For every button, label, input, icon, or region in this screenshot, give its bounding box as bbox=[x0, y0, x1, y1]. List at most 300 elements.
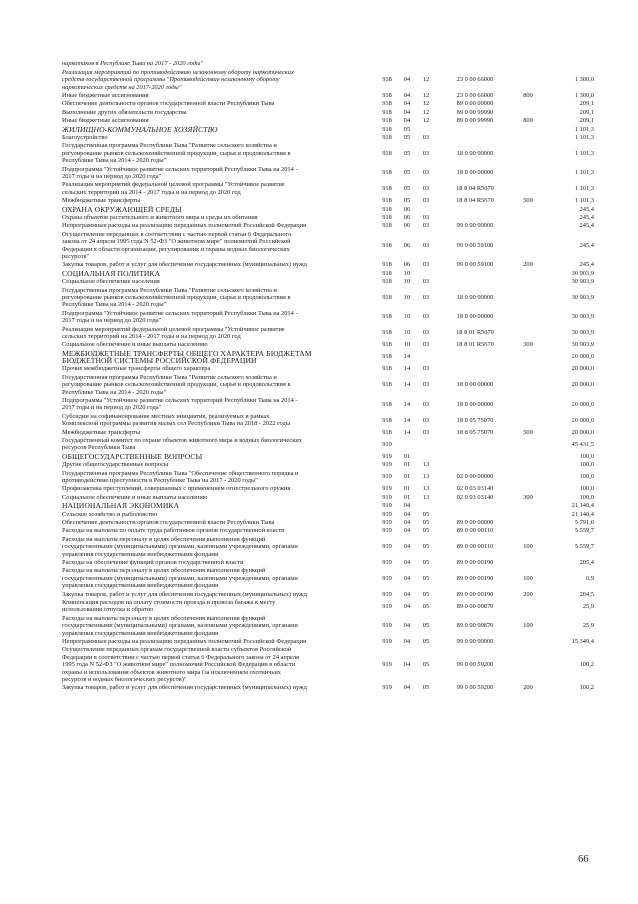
row-name: Иные бюджетные ассигнования bbox=[62, 117, 149, 125]
ved-code: 918 bbox=[382, 241, 392, 249]
target-article-code: 99 0 00 59100 bbox=[456, 241, 494, 249]
section-code: 05 bbox=[403, 134, 411, 142]
amount: 20 000,0 bbox=[571, 400, 594, 408]
subsection-code: 13 bbox=[422, 461, 430, 469]
target-article-code: 99 0 00 59200 bbox=[456, 684, 494, 692]
table-row bbox=[62, 590, 594, 598]
amount: 1 300,0 bbox=[574, 92, 594, 100]
ved-code: 919 bbox=[382, 510, 392, 518]
section-code: 06 bbox=[403, 241, 411, 249]
amount: 204,5 bbox=[579, 590, 594, 598]
amount: 5 791,0 bbox=[574, 518, 594, 526]
target-article-code: 99 0 00 00000 bbox=[456, 637, 494, 645]
row-name: СОЦИАЛЬНАЯ ПОЛИТИКА bbox=[62, 269, 161, 278]
subsection-code: 03 bbox=[422, 134, 430, 142]
target-article-code: 02 0 00 00000 bbox=[456, 473, 494, 481]
table-row bbox=[62, 181, 594, 197]
target-article-code: 18 8 01 R5670 bbox=[456, 341, 494, 349]
ved-code: 918 bbox=[382, 400, 392, 408]
target-article-code: 18 8 00 00000 bbox=[456, 400, 494, 408]
ved-code: 919 bbox=[382, 502, 392, 510]
expense-type-code: 100 bbox=[523, 622, 533, 630]
row-name: Осуществление переданных в соответствии с частью первой статьи 6 Федерального закона от 24 апреля 1995 года N 52-ФЗ "О животном мире" полномочий Российской Федерации в области организации, регулирования и охраны водных биологических ресурсов" bbox=[62, 230, 292, 260]
section-code: 14 bbox=[403, 365, 411, 373]
row-name: Межбюджетные трансферты bbox=[62, 197, 141, 205]
amount: 245,4 bbox=[579, 241, 594, 249]
amount: 20 000,0 bbox=[571, 353, 594, 361]
row-name: Выполнение других обязательств государства bbox=[62, 108, 187, 116]
ved-code: 918 bbox=[382, 108, 392, 116]
page-number: 66 bbox=[578, 854, 589, 865]
subsection-code: 03 bbox=[422, 149, 430, 157]
table-row bbox=[62, 598, 594, 614]
section-code: 04 bbox=[403, 502, 411, 510]
amount: 205,4 bbox=[579, 558, 594, 566]
ved-code: 919 bbox=[382, 661, 392, 669]
subsection-code: 03 bbox=[422, 213, 430, 221]
table-row bbox=[62, 519, 594, 527]
row-name: Социальное обеспечение населения bbox=[62, 278, 160, 286]
row-name: Другие общегосударственные вопросы bbox=[62, 461, 169, 469]
section-code: 10 bbox=[403, 278, 411, 286]
target-article-code: 99 0 00 59100 bbox=[456, 261, 494, 269]
table-row bbox=[62, 535, 594, 558]
target-article-code: 18 8 05 75070 bbox=[456, 428, 494, 436]
amount: 21 140,4 bbox=[571, 502, 594, 510]
subsection-code: 05 bbox=[422, 661, 430, 669]
table-row bbox=[62, 213, 594, 221]
amount: 100,2 bbox=[579, 661, 594, 669]
row-name: Социальное обеспечение и иные выплаты населению bbox=[62, 493, 208, 501]
row-name: Непрограммные расходы на реализацию переданных полномочий Российской Федерации bbox=[62, 222, 307, 230]
ved-code: 919 bbox=[382, 558, 392, 566]
subsection-code: 03 bbox=[422, 261, 430, 269]
section-code: 04 bbox=[403, 117, 411, 125]
target-article-code: 89 0 00 99990 bbox=[456, 108, 494, 116]
row-name: Расходы на обеспечение функций органов государственной власти bbox=[62, 558, 244, 566]
row-name: Подпрограмма "Устойчивое развитие сельских территорий Республики Тыва на 2014 - 2017 годы и на период до 2020 года" bbox=[62, 397, 298, 412]
table-row bbox=[62, 134, 594, 142]
section-code: 10 bbox=[403, 313, 411, 321]
table-row bbox=[62, 510, 594, 518]
ved-code: 918 bbox=[382, 293, 392, 301]
target-article-code: 02 0 03 03140 bbox=[456, 485, 494, 493]
section-code: 14 bbox=[403, 381, 411, 389]
row-name: Реализация мероприятий федеральной целевой программы "Устойчивое развитие сельских территорий на 2014 - 2017 годы и на период до 2020 год bbox=[62, 181, 285, 196]
ved-code: 918 bbox=[382, 117, 392, 125]
ved-code: 918 bbox=[382, 428, 392, 436]
table-row bbox=[62, 341, 594, 349]
section-code: 05 bbox=[403, 169, 411, 177]
ved-code: 918 bbox=[382, 197, 392, 205]
target-article-code: 02 0 03 03140 bbox=[456, 493, 494, 501]
ved-code: 918 bbox=[382, 205, 392, 213]
ved-code: 918 bbox=[382, 329, 392, 337]
subsection-code: 03 bbox=[422, 169, 430, 177]
amount: 25,9 bbox=[582, 622, 594, 630]
row-name: Компенсация расходов на оплату стоимости проезда и провоза багажа к месту использования отпуска и обратно bbox=[62, 598, 276, 614]
table-row bbox=[62, 684, 594, 692]
ved-code: 918 bbox=[382, 341, 392, 349]
ved-code: 919 bbox=[382, 518, 392, 526]
row-name: Государственная программа Республики Тыва "Обеспечение общественного порядка и противодействие преступности в Республике Тыва на 2017 - 2020 годы" bbox=[62, 469, 299, 485]
section-code: 04 bbox=[403, 92, 411, 100]
section-code: 04 bbox=[403, 622, 411, 630]
budget-table bbox=[62, 60, 594, 692]
section-code: 10 bbox=[403, 341, 411, 349]
expense-type-code: 200 bbox=[523, 261, 533, 269]
section-code: 01 bbox=[403, 493, 411, 501]
amount: 209,1 bbox=[579, 117, 594, 125]
ved-code: 918 bbox=[382, 125, 392, 133]
section-code: 04 bbox=[403, 661, 411, 669]
table-row bbox=[62, 502, 594, 510]
row-name: Реализация мероприятий по противодействию незаконному обороту наркотических средств государственной программы "Противодействие незаконному обороту наркотических средств на 2017-2020 годы" bbox=[62, 68, 294, 91]
expense-type-code: 300 bbox=[523, 341, 533, 349]
row-name: Закупка товаров, работ и услуг для обеспечения государственных (муниципальных) нужд bbox=[62, 590, 307, 598]
subsection-code: 13 bbox=[422, 493, 430, 501]
section-code: 04 bbox=[403, 518, 411, 526]
ved-code: 918 bbox=[382, 261, 392, 269]
row-name: Расходы на выплаты персоналу в целях обеспечения выполнения функций государственными (муниципальными) органами, казенными учреждениями, органами управления государственными внебюджетными фондами bbox=[62, 614, 298, 637]
expense-type-code: 300 bbox=[523, 493, 533, 501]
amount: 1 300,0 bbox=[574, 76, 594, 84]
section-code: 06 bbox=[403, 261, 411, 269]
section-code: 05 bbox=[403, 185, 411, 193]
subsection-code: 05 bbox=[422, 543, 430, 551]
row-name: Расходы на выплаты персоналу в целях обеспечения выполнения функций государственными (муниципальными) органами, казенными учреждениями, органами управления государственными внебюджетными фондами bbox=[62, 535, 298, 558]
table-row bbox=[62, 412, 594, 428]
table-row bbox=[62, 558, 594, 566]
expense-type-code: 100 bbox=[523, 574, 533, 582]
section-code: 14 bbox=[403, 353, 411, 361]
row-name: Профилактика преступлений, совершаемых с применением огнестрельного оружия bbox=[62, 485, 291, 493]
table-row bbox=[62, 349, 594, 365]
section-code: 05 bbox=[403, 125, 411, 133]
table-row bbox=[62, 614, 594, 637]
subsection-code: 03 bbox=[422, 313, 430, 321]
section-code: 14 bbox=[403, 416, 411, 424]
table-row bbox=[62, 261, 594, 269]
section-code: 04 bbox=[403, 602, 411, 610]
row-name: НАЦИОНАЛЬНАЯ ЭКОНОМИКА bbox=[62, 502, 180, 510]
amount: 30 903,9 bbox=[571, 269, 594, 277]
target-article-code: 23 0 00 66000 bbox=[456, 76, 494, 84]
row-name: Обеспечение деятельности органов государственной власти Республики Тыва bbox=[62, 100, 275, 108]
section-code: 04 bbox=[403, 108, 411, 116]
row-name: Иные бюджетные ассигнования bbox=[62, 92, 149, 100]
target-article-code: 89 0 00 00190 bbox=[456, 574, 494, 582]
amount: 45 431,5 bbox=[571, 440, 594, 448]
expense-type-code: 800 bbox=[523, 117, 533, 125]
amount: 100,0 bbox=[579, 461, 594, 469]
ved-code: 919 bbox=[382, 452, 392, 460]
ved-code: 919 bbox=[382, 461, 392, 469]
amount: 1 101,3 bbox=[574, 134, 594, 142]
ved-code: 918 bbox=[382, 365, 392, 373]
table-row bbox=[62, 269, 594, 277]
subsection-code: 05 bbox=[422, 637, 430, 645]
row-name: Сельское хозяйство и рыболовство bbox=[62, 510, 158, 518]
amount: 1 101,3 bbox=[574, 169, 594, 177]
amount: 245,4 bbox=[579, 261, 594, 269]
amount: 30 903,9 bbox=[571, 313, 594, 321]
table-row bbox=[62, 325, 594, 341]
amount: 1 101,3 bbox=[574, 197, 594, 205]
ved-code: 919 bbox=[382, 493, 392, 501]
ved-code: 918 bbox=[382, 313, 392, 321]
subsection-code: 03 bbox=[422, 329, 430, 337]
subsection-code: 05 bbox=[422, 590, 430, 598]
row-name: ЖИЛИЩНО-КОММУНАЛЬНОЕ ХОЗЯЙСТВО bbox=[62, 125, 218, 134]
row-name: ОБЩЕГОСУДАРСТВЕННЫЕ ВОПРОСЫ bbox=[62, 452, 203, 461]
ved-code: 918 bbox=[382, 269, 392, 277]
ved-code: 918 bbox=[382, 353, 392, 361]
table-row bbox=[62, 205, 594, 213]
amount: 100,2 bbox=[579, 684, 594, 692]
ved-code: 919 bbox=[382, 527, 392, 535]
expense-type-code: 200 bbox=[523, 590, 533, 598]
amount: 245,4 bbox=[579, 222, 594, 230]
table-row bbox=[62, 60, 594, 68]
table-row bbox=[62, 117, 594, 125]
section-code: 04 bbox=[403, 684, 411, 692]
ved-code: 919 bbox=[382, 637, 392, 645]
amount: 1 101,3 bbox=[574, 149, 594, 157]
subsection-code: 03 bbox=[422, 416, 430, 424]
row-name: Охрана объектов растительного и животного мира и среды их обитания bbox=[62, 213, 258, 221]
table-row bbox=[62, 100, 594, 108]
ved-code: 919 bbox=[382, 543, 392, 551]
row-name: Субсидии на софинансирование местных инициатив, реализуемых в рамках Комплексной программы развития малых сел Республики Тыва на 2018 - 2022 годы bbox=[62, 412, 291, 428]
table-row bbox=[62, 493, 594, 501]
subsection-code: 03 bbox=[422, 222, 430, 230]
target-article-code: 23 0 00 66000 bbox=[456, 92, 494, 100]
amount: 100,0 bbox=[579, 493, 594, 501]
target-article-code: 89 0 00 00870 bbox=[456, 602, 494, 610]
ved-code: 918 bbox=[382, 149, 392, 157]
row-name: Государственная программа Республики Тыва "Развитие сельского хозяйства и регулирование рынков сельскохозяйственной продукции, сырья и продовольствия в Республике Тыва на 2014 - 2020 годы" bbox=[62, 286, 291, 309]
table-row bbox=[62, 485, 594, 493]
ved-code: 918 bbox=[382, 213, 392, 221]
table-row bbox=[62, 373, 594, 396]
amount: 5 559,7 bbox=[574, 543, 594, 551]
row-name: МЕЖБЮДЖЕТНЫЕ ТРАНСФЕРТЫ ОБЩЕГО ХАРАКТЕРА БЮДЖЕТАМ БЮДЖЕТНОЙ СИСТЕМЫ РОССИЙСКОЙ ФЕДЕРАЦИИ bbox=[62, 349, 312, 365]
ved-code: 918 bbox=[382, 100, 392, 108]
amount: 245,4 bbox=[579, 213, 594, 221]
table-row bbox=[62, 567, 594, 590]
subsection-code: 13 bbox=[422, 485, 430, 493]
amount: 21 140,4 bbox=[571, 510, 594, 518]
ved-code: 918 bbox=[382, 76, 392, 84]
row-name: Закупка товаров, работ и услуг для обеспечения государственных (муниципальных) нужд bbox=[62, 684, 307, 692]
ved-code: 919 bbox=[382, 574, 392, 582]
expense-type-code: 800 bbox=[523, 92, 533, 100]
target-article-code: 89 0 00 00000 bbox=[456, 100, 494, 108]
target-article-code: 18 0 00 00000 bbox=[456, 293, 494, 301]
table-row bbox=[62, 527, 594, 535]
subsection-code: 03 bbox=[422, 185, 430, 193]
target-article-code: 89 0 00 00870 bbox=[456, 622, 494, 630]
target-article-code: 18 8 01 R5670 bbox=[456, 329, 494, 337]
target-article-code: 18 8 00 00000 bbox=[456, 169, 494, 177]
target-article-code: 99 0 00 00000 bbox=[456, 222, 494, 230]
subsection-code: 03 bbox=[422, 381, 430, 389]
amount: 30 903,9 bbox=[571, 341, 594, 349]
ved-code: 918 bbox=[382, 416, 392, 424]
section-code: 01 bbox=[403, 452, 411, 460]
section-code: 04 bbox=[403, 558, 411, 566]
row-name: Реализация мероприятий федеральной целевой программы "Устойчивое развитие сельских территорий на 2014 - 2017 годы и на период до 2020 год bbox=[62, 325, 285, 340]
expense-type-code: 100 bbox=[523, 543, 533, 551]
ved-code: 919 bbox=[382, 473, 392, 481]
table-row bbox=[62, 646, 594, 684]
table-row bbox=[62, 142, 594, 165]
section-code: 04 bbox=[403, 543, 411, 551]
amount: 25,9 bbox=[582, 602, 594, 610]
subsection-code: 12 bbox=[422, 100, 430, 108]
table-row bbox=[62, 461, 594, 469]
target-article-code: 89 0 00 00000 bbox=[456, 518, 494, 526]
subsection-code: 05 bbox=[422, 518, 430, 526]
subsection-code: 05 bbox=[422, 684, 430, 692]
subsection-code: 12 bbox=[422, 108, 430, 116]
ved-code: 918 bbox=[382, 185, 392, 193]
section-code: 10 bbox=[403, 329, 411, 337]
table-row bbox=[62, 469, 594, 485]
ved-code: 919 bbox=[382, 440, 392, 448]
subsection-code: 12 bbox=[422, 76, 430, 84]
amount: 100,0 bbox=[579, 473, 594, 481]
ved-code: 919 bbox=[382, 622, 392, 630]
ved-code: 918 bbox=[382, 92, 392, 100]
subsection-code: 05 bbox=[422, 602, 430, 610]
subsection-code: 03 bbox=[422, 365, 430, 373]
subsection-code: 03 bbox=[422, 197, 430, 205]
section-code: 10 bbox=[403, 269, 411, 277]
ved-code: 918 bbox=[382, 134, 392, 142]
row-name: Социальное обеспечение и иные выплаты населению bbox=[62, 341, 208, 349]
section-code: 01 bbox=[403, 461, 411, 469]
amount: 20 000,0 bbox=[571, 416, 594, 424]
expense-type-code: 200 bbox=[523, 684, 533, 692]
ved-code: 918 bbox=[382, 222, 392, 230]
row-name: Подпрограмма "Устойчивое развитие сельских территорий Республики Тыва на 2014 - 2017 годы и на период до 2020 года" bbox=[62, 309, 298, 325]
target-article-code: 18 0 00 00000 bbox=[456, 149, 494, 157]
amount: 209,1 bbox=[579, 108, 594, 116]
amount: 30 903,9 bbox=[571, 329, 594, 337]
subsection-code: 05 bbox=[422, 558, 430, 566]
target-article-code: 18 8 05 75070 bbox=[456, 416, 494, 424]
subsection-code: 05 bbox=[422, 510, 430, 518]
section-code: 06 bbox=[403, 213, 411, 221]
subsection-code: 03 bbox=[422, 428, 430, 436]
row-name: Государственная программа Республики Тыва "Развитие сельского хозяйства и регулирование рынков сельскохозяйственной продукции, сырья и продовольствия в Республике Тыва на 2014 - 2020 годы" bbox=[62, 142, 291, 165]
section-code: 01 bbox=[403, 473, 411, 481]
subsection-code: 03 bbox=[422, 278, 430, 286]
target-article-code: 18 0 00 00000 bbox=[456, 381, 494, 389]
table-row bbox=[62, 230, 594, 261]
section-code: 04 bbox=[403, 590, 411, 598]
row-name: Обеспечение деятельности органов государственной власти Республики Тыва bbox=[62, 518, 275, 526]
amount: 15 349,4 bbox=[571, 637, 594, 645]
table-row bbox=[62, 68, 594, 91]
subsection-code: 03 bbox=[422, 400, 430, 408]
amount: 30 903,9 bbox=[571, 278, 594, 286]
row-name: Межбюджетные трансферты bbox=[62, 428, 141, 436]
expense-type-code: 500 bbox=[523, 428, 533, 436]
target-article-code: 89 0 00 00190 bbox=[456, 558, 494, 566]
amount: 1 101,3 bbox=[574, 185, 594, 193]
target-article-code: 18 8 04 R5670 bbox=[456, 197, 494, 205]
row-name: Непрограммные расходы на реализацию переданных полномочий Российской Федерации bbox=[62, 637, 307, 645]
subsection-code: 13 bbox=[422, 473, 430, 481]
amount: 20 000,0 bbox=[571, 365, 594, 373]
section-code: 10 bbox=[403, 293, 411, 301]
section-code: 14 bbox=[403, 428, 411, 436]
target-article-code: 89 0 00 99990 bbox=[456, 117, 494, 125]
table-row bbox=[62, 197, 594, 205]
row-name: Государственный комитет по охране объектов животного мира и водных биологических ресурсов Республики Тыва bbox=[62, 437, 302, 452]
row-name: Расходы на выплаты персоналу в целях обеспечения выполнения функций государственными (муниципальными) органами, казенными учреждениями, органами управления государственными внебюджетными фондами bbox=[62, 567, 298, 590]
ved-code: 918 bbox=[382, 381, 392, 389]
amount: 100,0 bbox=[579, 452, 594, 460]
row-name: Прочие межбюджетные трансферты общего характера bbox=[62, 365, 211, 373]
section-code: 01 bbox=[403, 485, 411, 493]
amount: 20 000,0 bbox=[571, 381, 594, 389]
row-name: Расходы на выплаты по оплате труда работников органов государственной власти bbox=[62, 527, 285, 535]
subsection-code: 03 bbox=[422, 241, 430, 249]
section-code: 06 bbox=[403, 222, 411, 230]
row-name: Благоустройство bbox=[62, 134, 108, 142]
table-row bbox=[62, 452, 594, 460]
table-row bbox=[62, 92, 594, 100]
row-name: Государственная программа Республики Тыва "Развитие сельского хозяйства и регулирование рынков сельскохозяйственной продукции, сырья и продовольствия в Республике Тыва на 2014 - 2020 годы" bbox=[62, 373, 291, 396]
section-code: 04 bbox=[403, 574, 411, 582]
section-code: 04 bbox=[403, 100, 411, 108]
ved-code: 919 bbox=[382, 602, 392, 610]
amount: 30 903,9 bbox=[571, 293, 594, 301]
section-code: 04 bbox=[403, 637, 411, 645]
row-name: Подпрограмма "Устойчивое развитие сельских территорий Республики Тыва на 2014 - 2017 годы и на период до 2020 года" bbox=[62, 165, 298, 180]
ved-code: 919 bbox=[382, 684, 392, 692]
table-row bbox=[62, 637, 594, 645]
amount: 20 000,0 bbox=[571, 428, 594, 436]
row-name: наркотиков в Республике Тыва на 2017 - 2020 годы" bbox=[62, 60, 204, 68]
section-code: 14 bbox=[403, 400, 411, 408]
row-name: Осуществление переданных органам государственной власти субъектов Российской Федерации в соответствии с частью первой статьи 6 Федерального закона от 24 апреля 1995 года N 52-ФЗ "О животном мире" полномочий Российской Федерации в области охраны и использования объектов животного мира (за исключением охотничьих ресурсов и водных биологических ресурсов)" bbox=[62, 646, 299, 683]
table-row bbox=[62, 222, 594, 230]
subsection-code: 12 bbox=[422, 92, 430, 100]
table-row bbox=[62, 125, 594, 133]
target-article-code: 89 0 00 00190 bbox=[456, 590, 494, 598]
table-row bbox=[62, 437, 594, 453]
table-row bbox=[62, 397, 594, 413]
target-article-code: 18 8 00 00000 bbox=[456, 313, 494, 321]
target-article-code: 18 8 04 R5670 bbox=[456, 185, 494, 193]
expense-type-code: 500 bbox=[523, 197, 533, 205]
target-article-code: 89 0 00 00110 bbox=[456, 527, 494, 535]
row-name: Закупка товаров, работ и услуг для обеспечения государственных (муниципальных) нужд bbox=[62, 261, 307, 269]
amount: 209,1 bbox=[579, 100, 594, 108]
subsection-code: 05 bbox=[422, 574, 430, 582]
ved-code: 918 bbox=[382, 169, 392, 177]
table-row bbox=[62, 278, 594, 286]
amount: 1 101,3 bbox=[574, 125, 594, 133]
table-row bbox=[62, 286, 594, 309]
table-row bbox=[62, 309, 594, 325]
amount: 0,9 bbox=[586, 574, 594, 582]
